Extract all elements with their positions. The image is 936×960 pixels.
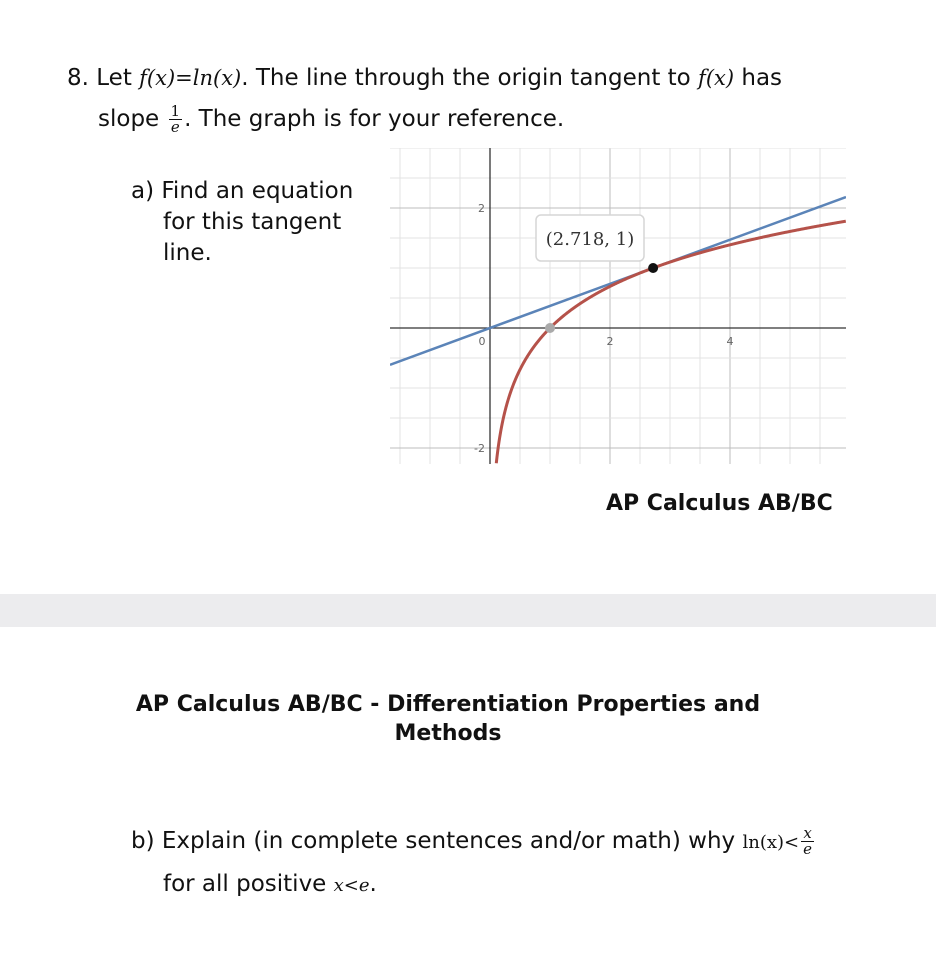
intro-text: . The line through the origin tangent to	[241, 65, 691, 91]
slope-word: slope	[98, 106, 160, 132]
part-b-line-2-text: for all positive	[163, 871, 327, 897]
let-word: Let	[96, 65, 132, 91]
function-reference: f(x)	[698, 66, 735, 90]
x-tick-label: 0	[478, 335, 486, 348]
y-tick-label: -2	[474, 442, 485, 455]
point-label-box	[536, 215, 644, 261]
part-b-line-1	[131, 826, 816, 857]
root-point	[545, 323, 555, 333]
section-header-line-2: Methods	[394, 721, 502, 746]
function-graph	[390, 148, 846, 464]
part-a-line-3: line.	[163, 240, 212, 266]
part-a-line-2: for this tangent	[163, 209, 342, 235]
slope-fraction	[169, 104, 183, 135]
slope-numerator: 1	[170, 102, 181, 120]
slope-denominator: e	[170, 118, 180, 136]
part-b-period: .	[369, 871, 377, 897]
x-tick-label: 4	[726, 335, 734, 348]
y-tick-label: 2	[478, 202, 485, 215]
section-header	[0, 690, 896, 748]
slope-rest-text: . The graph is for your reference.	[184, 106, 565, 132]
graph-axes	[390, 148, 846, 464]
question-line-2	[98, 104, 564, 135]
part-a-line-1: a) Find an equation	[131, 178, 354, 204]
inequality-lhs: ln(x)<	[742, 832, 800, 853]
point-label: (2.718, 1)	[545, 229, 635, 250]
x-tick-label: 2	[606, 335, 614, 348]
section-header-line-1: AP Calculus AB/BC - Differentiation Properties and	[135, 692, 761, 717]
graph-grid	[390, 148, 846, 464]
tangent-point	[648, 263, 658, 273]
part-b-prefix: b) Explain (in complete sentences and/or math) why	[131, 828, 736, 854]
inequality-denominator: e	[803, 840, 813, 858]
has-word: has	[741, 65, 783, 91]
footer-course-label: AP Calculus AB/BC	[606, 491, 833, 516]
question-line-1	[67, 64, 782, 92]
part-b-condition: x<e	[333, 875, 370, 896]
question-number: 8.	[67, 65, 89, 91]
page-divider	[0, 594, 936, 627]
part-a	[131, 176, 353, 269]
inequality-fraction	[801, 826, 814, 857]
function-definition: f(x)=ln(x)	[139, 66, 242, 90]
part-b-line-2	[163, 870, 377, 900]
inequality-numerator: x	[801, 826, 814, 842]
